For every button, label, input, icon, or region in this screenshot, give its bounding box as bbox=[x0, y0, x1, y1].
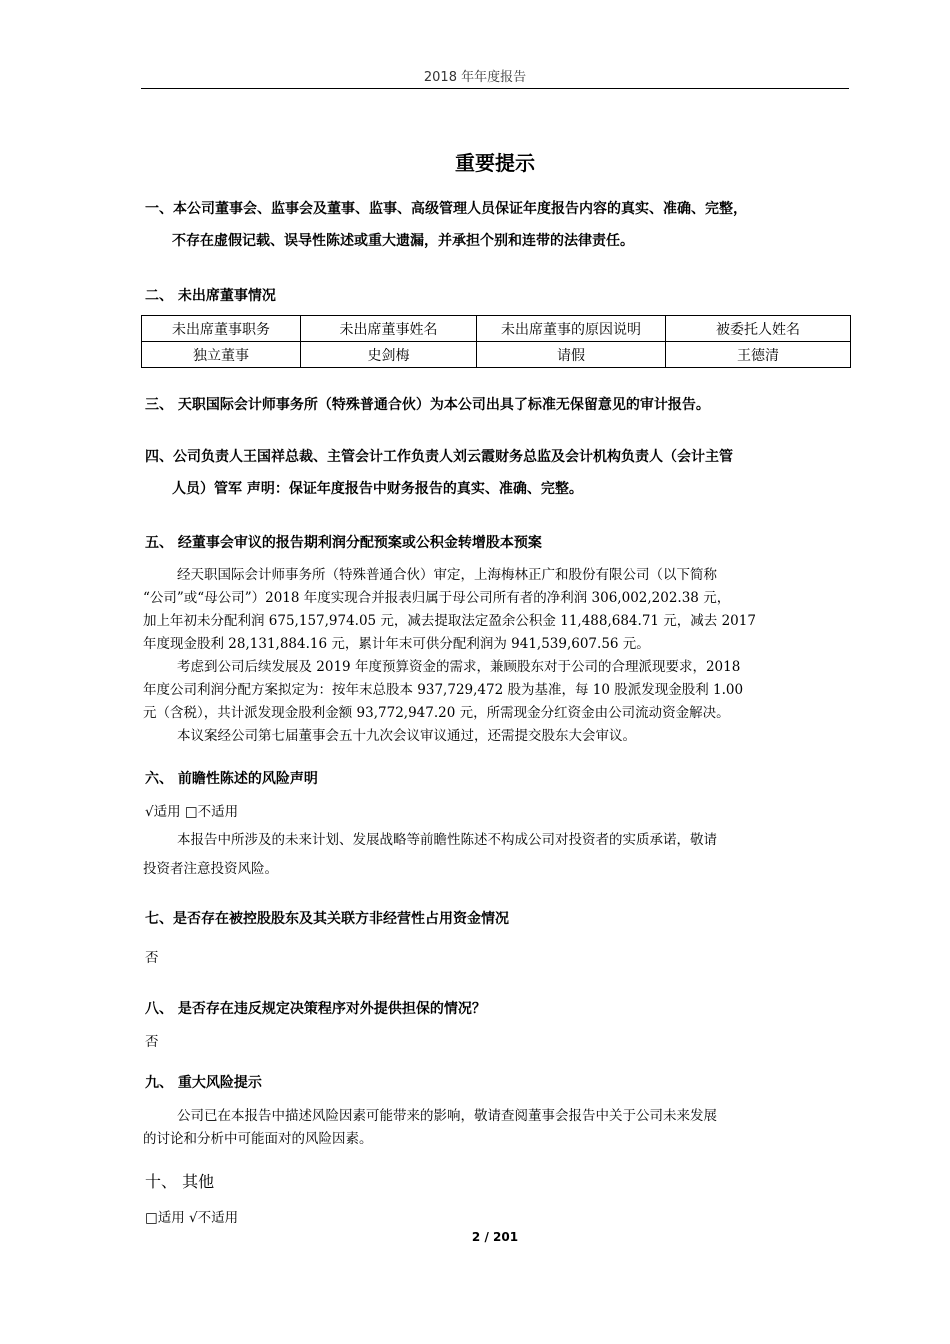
section-5-paragraph-line: 本议案经公司第七届董事会五十九次会议审议通过，还需提交股东大会审议。 bbox=[177, 728, 636, 744]
table-header-cell: 未出席董事姓名 bbox=[301, 316, 477, 342]
section-2-heading: 二、 未出席董事情况 bbox=[145, 288, 276, 304]
section-5-paragraph-line: “公司”或“母公司”）2018 年度实现合并报表归属于母公司所有者的净利润 306,002,202.38 元， bbox=[143, 590, 731, 606]
section-8-heading: 八、 是否存在违反规定决策程序对外提供担保的情况？ bbox=[145, 1001, 486, 1017]
section-10-applicability: □适用 √不适用 bbox=[145, 1210, 239, 1226]
absent-directors-table bbox=[141, 315, 851, 368]
section-10-heading: 十、 其他 bbox=[145, 1172, 215, 1191]
table-cell: 请假 bbox=[477, 342, 666, 368]
page-header: 2018 年年度报告 bbox=[423, 70, 527, 85]
section-9-line-2: 的讨论和分析中可能面对的风险因素。 bbox=[143, 1131, 373, 1147]
section-9-heading: 九、 重大风险提示 bbox=[145, 1075, 262, 1091]
section-5-paragraph-line: 加上年初未分配利润 675,157,974.05 元，减去提取法定盈余公积金 11,488,684.71 元，减去 2017 bbox=[143, 613, 756, 629]
table-header-row bbox=[142, 316, 851, 342]
section-7-heading: 七、是否存在被控股股东及其关联方非经营性占用资金情况 bbox=[145, 911, 509, 927]
section-4-line-2: 人员）管军 声明：保证年度报告中财务报告的真实、准确、完整。 bbox=[172, 481, 583, 497]
table-header-cell: 被委托人姓名 bbox=[666, 316, 851, 342]
section-5-paragraph-line: 经天职国际会计师事务所（特殊普通合伙）审定，上海梅林正广和股份有限公司（以下简称 bbox=[177, 567, 717, 583]
section-5-paragraph-line: 年度公司利润分配方案拟定为：按年末总股本 937,729,472 股为基准，每 10 股派发现金股利 1.00 bbox=[143, 682, 744, 698]
section-6-line-1: 本报告中所涉及的未来计划、发展战略等前瞻性陈述不构成公司对投资者的实质承诺，敬请 bbox=[177, 832, 717, 848]
section-1-line-1: 一、本公司董事会、监事会及董事、监事、高级管理人员保证年度报告内容的真实、准确、完整， bbox=[145, 201, 747, 217]
section-4-line-1: 四、公司负责人王国祥总裁、主管会计工作负责人刘云霞财务总监及会计机构负责人（会计主管 bbox=[145, 449, 733, 465]
table-row bbox=[142, 342, 851, 368]
section-1-line-2: 不存在虚假记载、误导性陈述或重大遗漏，并承担个别和连带的法律责任。 bbox=[172, 233, 634, 249]
table-header-cell: 未出席董事职务 bbox=[142, 316, 301, 342]
table-cell: 王德清 bbox=[666, 342, 851, 368]
section-7-answer: 否 bbox=[145, 950, 159, 966]
header-divider bbox=[141, 88, 849, 89]
page-number: 2 / 201 bbox=[471, 1230, 519, 1244]
section-6-line-2: 投资者注意投资风险。 bbox=[143, 861, 278, 877]
table-header-cell: 未出席董事的原因说明 bbox=[477, 316, 666, 342]
section-6-applicability: √适用 □不适用 bbox=[145, 804, 239, 820]
section-6-heading: 六、 前瞻性陈述的风险声明 bbox=[145, 771, 318, 787]
table-cell: 独立董事 bbox=[142, 342, 301, 368]
section-8-answer: 否 bbox=[145, 1034, 159, 1050]
table-cell: 史剑梅 bbox=[301, 342, 477, 368]
section-3-text: 三、 天职国际会计师事务所（特殊普通合伙）为本公司出具了标准无保留意见的审计报告。 bbox=[145, 397, 710, 413]
section-5-paragraph-line: 考虑到公司后续发展及 2019 年度预算资金的需求，兼顾股东对于公司的合理派现要求，2018 bbox=[177, 659, 741, 675]
section-5-paragraph-line: 元（含税），共计派发现金股利金额 93,772,947.20 元，所需现金分红资金由公司流动资金解决。 bbox=[143, 705, 730, 721]
section-9-line-1: 公司已在本报告中描述风险因素可能带来的影响，敬请查阅董事会报告中关于公司未来发展 bbox=[177, 1108, 717, 1124]
page-title: 重要提示 bbox=[455, 151, 535, 175]
section-5-heading: 五、 经董事会审议的报告期利润分配预案或公积金转增股本预案 bbox=[145, 535, 542, 551]
section-5-paragraph-line: 年度现金股利 28,131,884.16 元，累计年末可供分配利润为 941,539,607.56 元。 bbox=[143, 636, 650, 652]
